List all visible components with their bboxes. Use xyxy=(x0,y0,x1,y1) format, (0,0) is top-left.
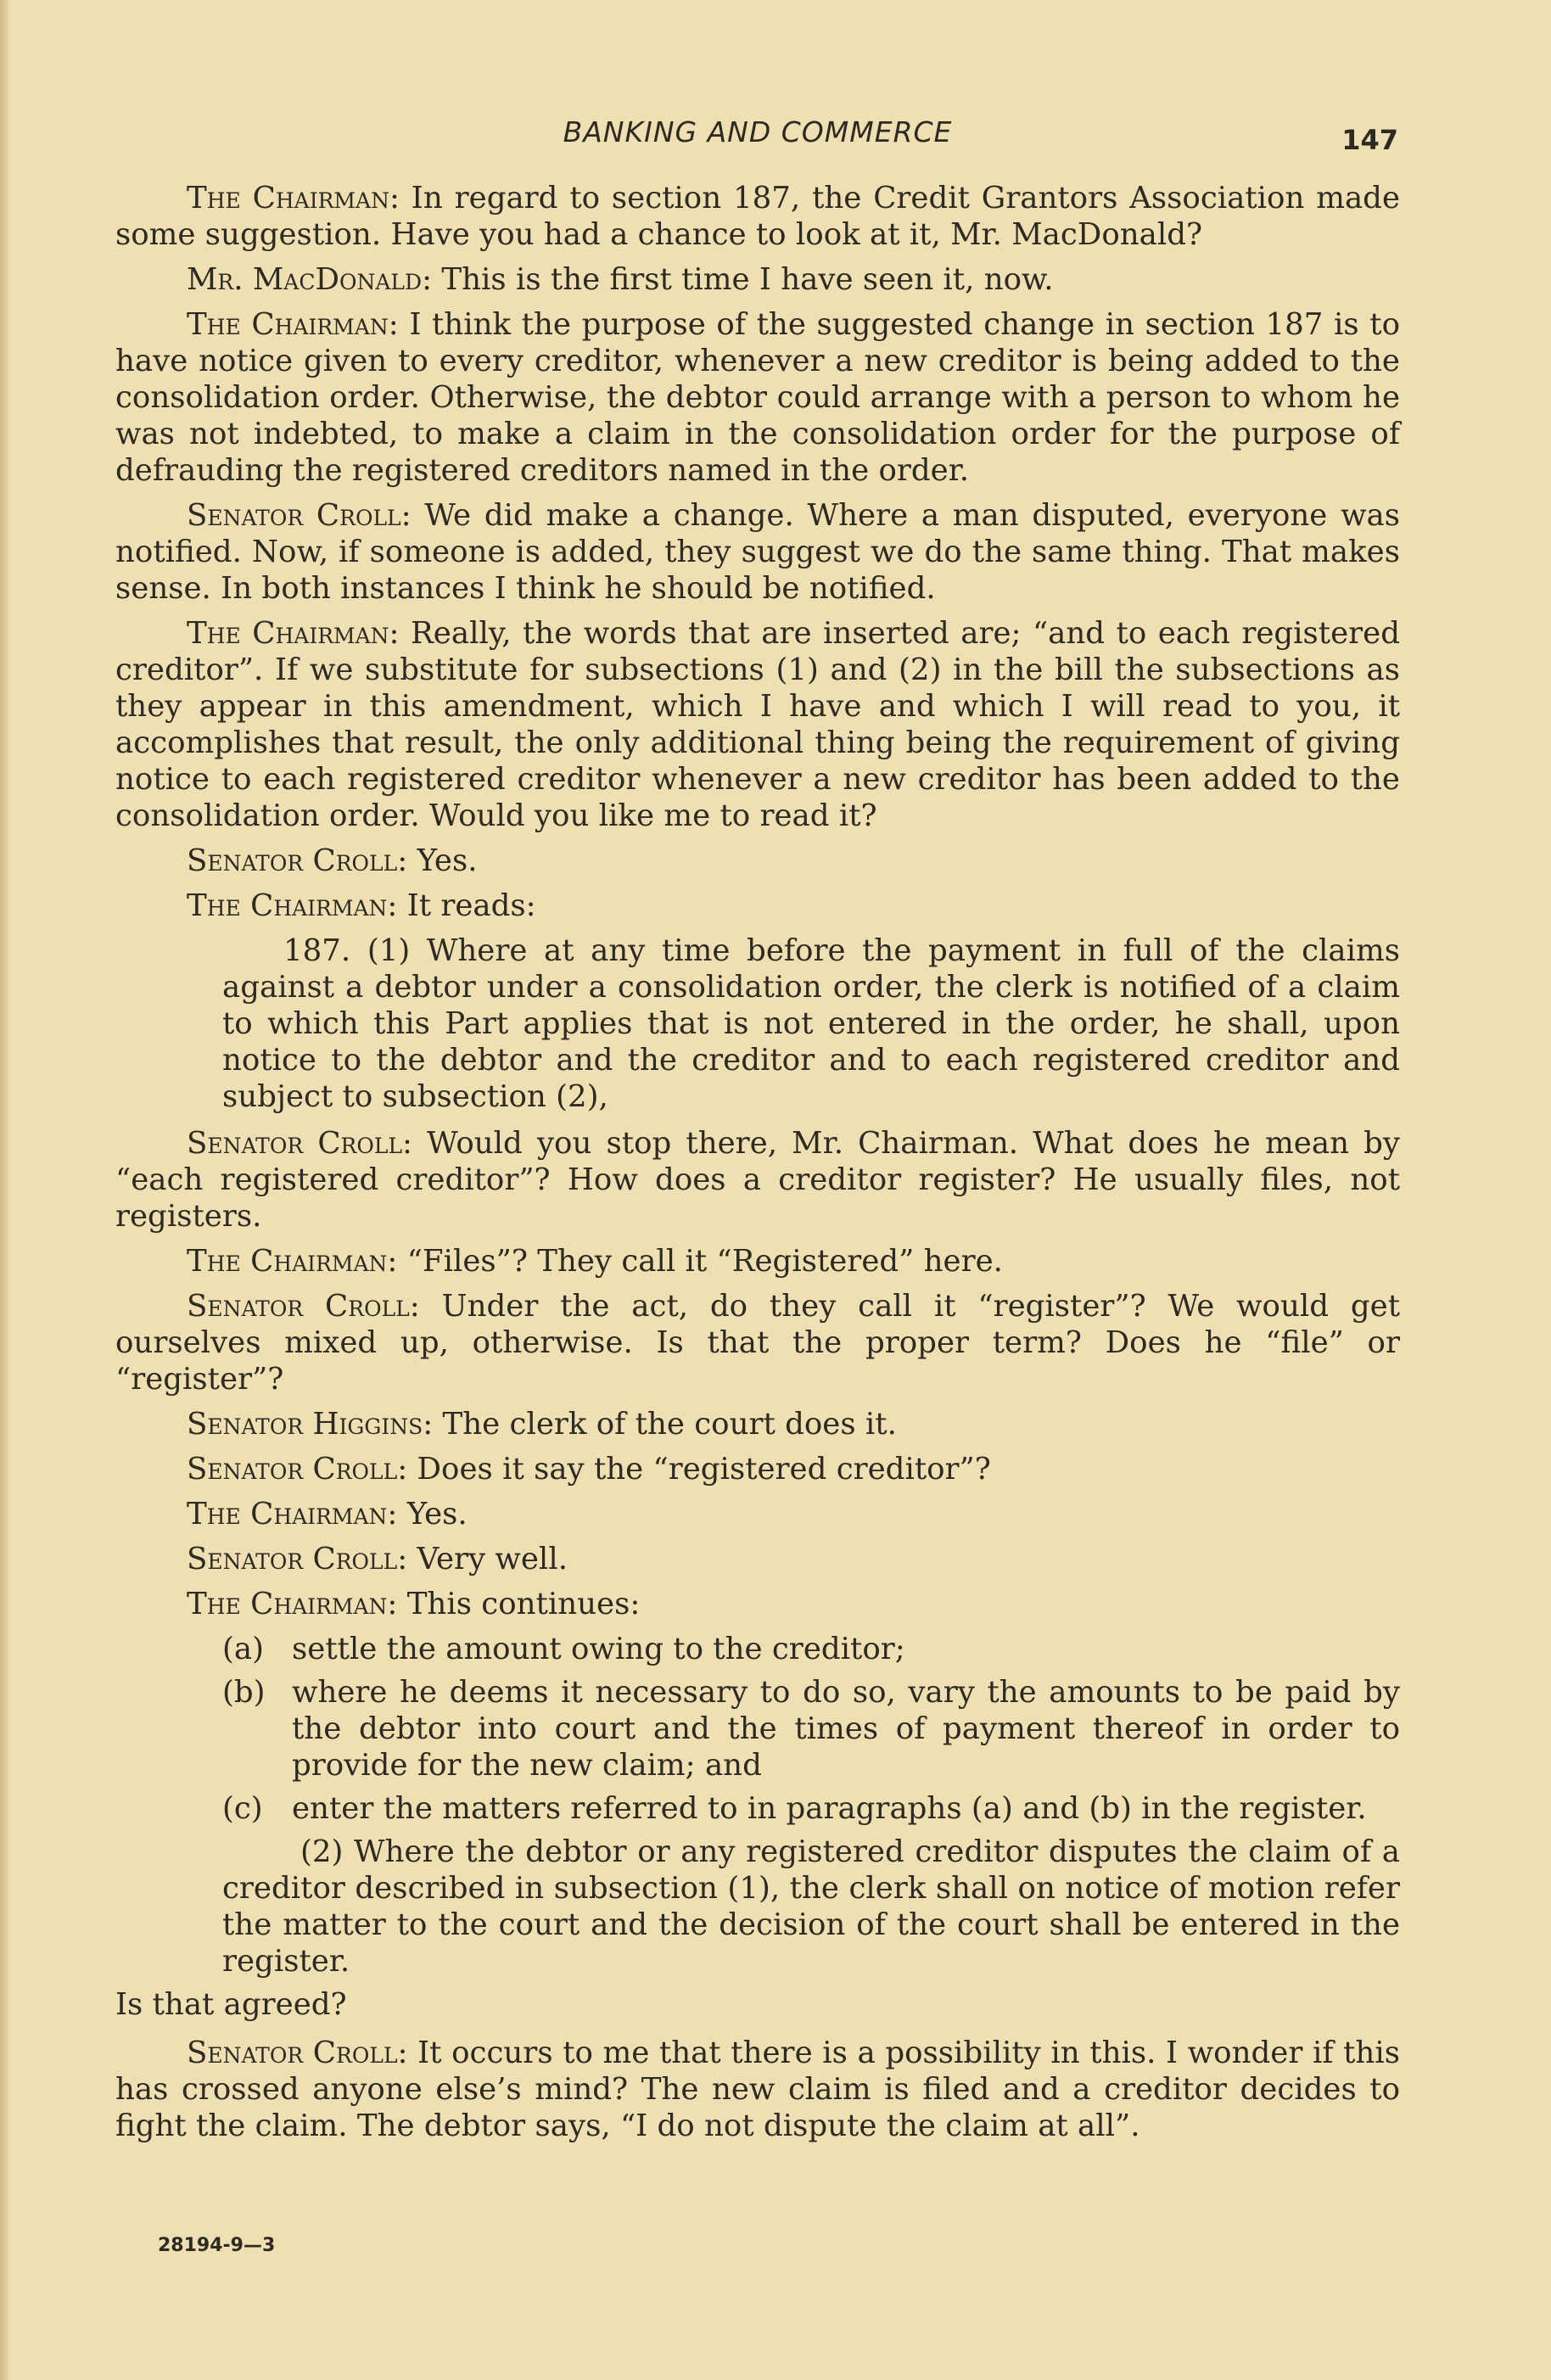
paragraph xyxy=(115,261,1400,298)
page-binding-edge xyxy=(0,0,8,2380)
item-label: (c) xyxy=(222,1791,263,1826)
item-text: enter the matters referred to in paragraphs (a) and (b) in the register. xyxy=(292,1791,1367,1826)
paragraph xyxy=(115,1406,1400,1442)
running-head: BANKING AND COMMERCE xyxy=(563,115,953,148)
paragraph-text: This continues: xyxy=(397,1587,641,1621)
paragraph-text: Really, the words that are inserted are; “and to each registered creditor”. If we substitute for subsections (1) and (2) in the bill the subsections as they appear in this amendment, which I have and which I will read to you, it accomplishes that result, the only additional thing being the requirement of giving notice to each registered creditor whenever a new creditor has been added to the consolidation order. Would you like me to read it? xyxy=(115,616,1400,833)
page-header xyxy=(117,112,1398,163)
footer-signature-code: 28194-9—3 xyxy=(158,2235,276,2256)
paragraph-text: Yes. xyxy=(407,843,478,878)
paragraph xyxy=(115,615,1400,834)
list-item xyxy=(222,1674,1400,1784)
paragraph-text: Under the act, do they call it “register”? We would get ourselves mixed up, otherwise. Is that the proper term? Does he “file” or “register”? xyxy=(115,1289,1401,1397)
page-number: 147 xyxy=(1341,124,1398,156)
paragraph xyxy=(115,1451,1400,1487)
speaker-name: Senator Croll: xyxy=(187,1542,408,1576)
paragraph xyxy=(115,1586,1400,1622)
speaker-name: The Chairman: xyxy=(187,888,398,923)
speaker-name: Senator Croll: xyxy=(187,1126,413,1161)
paragraph xyxy=(115,2035,1400,2144)
speaker-name: The Chairman: xyxy=(187,1587,398,1621)
paragraph xyxy=(115,1288,1400,1397)
item-label: (b) xyxy=(222,1675,266,1710)
list-item xyxy=(222,1631,1400,1667)
paragraph-text: The clerk of the court does it. xyxy=(433,1407,897,1442)
paragraph xyxy=(115,1496,1400,1532)
speaker-name: Mr. MacDonald: xyxy=(187,262,433,297)
paragraph xyxy=(115,306,1400,489)
quoted-subsection-2: (2) Where the debtor or any registered creditor disputes the claim of a creditor described in subsection (1), the clerk shall on notice of motion refer the matter to the court and the decision of the court shall be entered in the register. xyxy=(222,1834,1400,1979)
speaker-name: The Chairman: xyxy=(187,1497,398,1532)
paragraph-text: Does it say the “registered creditor”? xyxy=(407,1452,991,1487)
speaker-name: The Chairman: xyxy=(187,181,400,216)
item-text: where he deems it necessary to do so, vary the amounts to be paid by the debtor into court and the times of payment thereof in order to provide for the new claim; and xyxy=(292,1675,1400,1783)
item-text: settle the amount owing to the creditor; xyxy=(292,1632,905,1666)
paragraph xyxy=(115,180,1400,253)
paragraph xyxy=(115,1541,1400,1577)
speaker-name: Senator Croll: xyxy=(187,1289,420,1324)
paragraph-text: It reads: xyxy=(397,888,536,923)
paragraph-text: Yes. xyxy=(397,1497,468,1532)
paragraph-text: We did make a change. Where a man disputed, everyone was notified. Now, if someone is added, they suggest we do the same thing. That makes sense. In both instances I think he should be notified. xyxy=(115,498,1400,606)
paragraph-text: Very well. xyxy=(407,1542,568,1576)
quoted-section-187-1: 187. (1) Where at any time before the payment in full of the claims against a debtor under a consolidation order, the clerk is notified of a claim to which this Part applies that is not entered in the order, he shall, upon notice to the debtor and the creditor and to each registered creditor and subject to subsection (2), xyxy=(222,933,1400,1114)
paragraph-text: In regard to section 187, the Credit Grantors Association made some suggestion. Have you had a chance to look at it, Mr. MacDonald? xyxy=(115,181,1400,252)
speaker-name: Senator Croll: xyxy=(187,498,412,533)
item-label: (a) xyxy=(222,1632,264,1666)
paragraph-text: I think the purpose of the suggested change in section 187 is to have notice given to every creditor, whenever a new creditor is being added to the consolidation order. Otherwise, the debtor could arrange with a person to whom he was not indebted, to make a claim in the consolidation order for the purpose of defrauding the registered creditors named in the order. xyxy=(115,307,1400,488)
paragraph-text: “Files”? They call it “Registered” here. xyxy=(397,1244,1003,1279)
speaker-name: Senator Croll: xyxy=(187,843,408,878)
paragraph-text: Would you stop there, Mr. Chairman. What does he mean by “each registered creditor”? How does a creditor register? He usually files, not registers. xyxy=(115,1126,1400,1234)
list-item xyxy=(222,1790,1400,1827)
paragraph-text: This is the first time I have seen it, now. xyxy=(432,262,1054,297)
speaker-name: The Chairman: xyxy=(187,616,400,651)
speaker-name: Senator Croll: xyxy=(187,2036,408,2070)
agreed-question: Is that agreed? xyxy=(115,1987,347,2022)
paragraph xyxy=(115,497,1400,607)
paragraph xyxy=(115,843,1400,879)
paragraph xyxy=(115,888,1400,924)
paragraph xyxy=(115,1125,1400,1235)
speaker-name: Senator Croll: xyxy=(187,1452,408,1487)
speaker-name: The Chairman: xyxy=(187,1244,398,1279)
speaker-name: Senator Higgins: xyxy=(187,1407,434,1442)
speaker-name: The Chairman: xyxy=(187,307,399,342)
page-body xyxy=(115,180,1400,2153)
paragraph-text: It occurs to me that there is a possibility in this. I wonder if this has crossed anyone else’s mind? The new claim is filed and a creditor decides to fight the claim. The debtor says, “I do not dispute the claim at all”. xyxy=(115,2036,1400,2143)
paragraph xyxy=(115,1243,1400,1280)
